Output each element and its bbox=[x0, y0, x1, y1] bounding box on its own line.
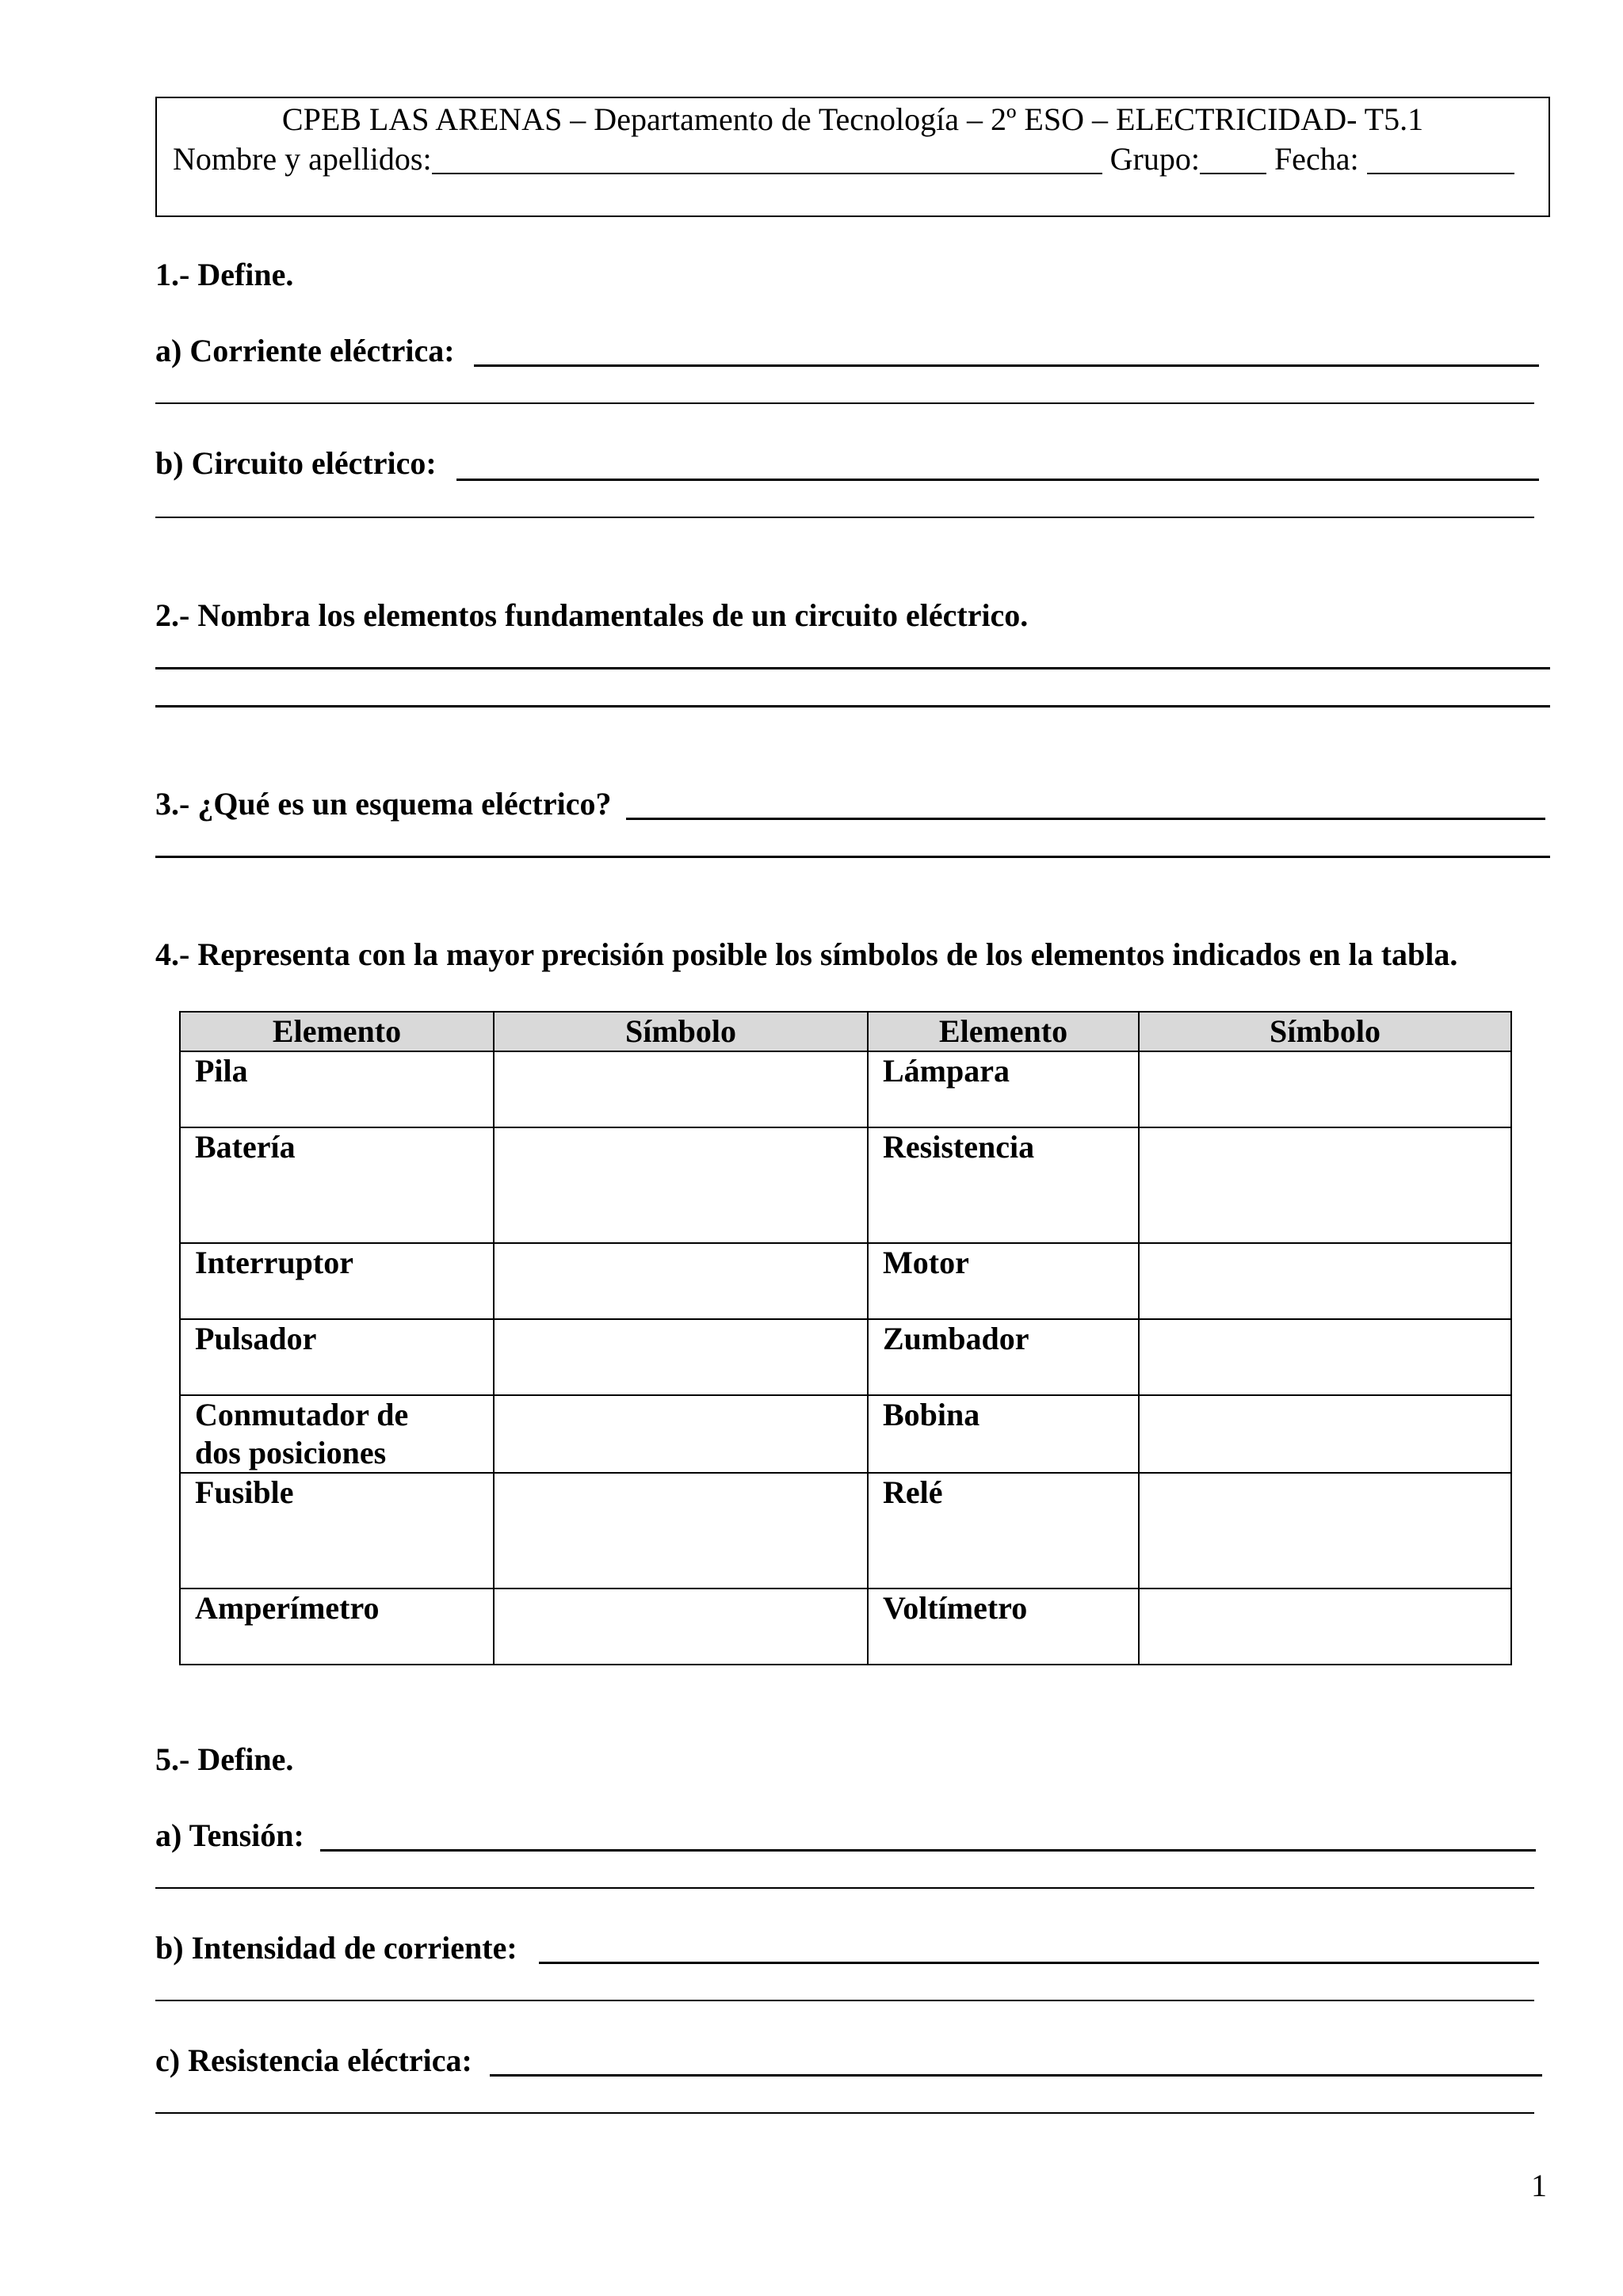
q5-b-answer-line-1[interactable] bbox=[539, 1962, 1539, 1964]
q5-c-answer-line-1[interactable] bbox=[490, 2074, 1542, 2077]
element-cell-line-2: dos posiciones bbox=[195, 1435, 387, 1470]
column-header: Símbolo bbox=[1139, 1012, 1511, 1051]
table-row bbox=[180, 1319, 1511, 1395]
q1-b-answer-line-1[interactable] bbox=[456, 479, 1539, 481]
symbols-table bbox=[179, 1011, 1512, 1665]
column-header: Elemento bbox=[868, 1012, 1139, 1051]
symbol-cell[interactable] bbox=[494, 1395, 868, 1473]
symbol-cell[interactable] bbox=[1139, 1127, 1511, 1243]
q1-b-label: b) Circuito eléctrico: bbox=[155, 445, 437, 481]
element-cell: Batería bbox=[180, 1127, 494, 1243]
symbol-cell[interactable] bbox=[494, 1243, 868, 1319]
q3-heading: 3.- ¿Qué es un esquema eléctrico? bbox=[155, 786, 612, 822]
element-cell: Zumbador bbox=[868, 1319, 1139, 1395]
q5-a-answer-line-2[interactable] bbox=[155, 1887, 1534, 1889]
date-field[interactable] bbox=[1367, 144, 1514, 174]
symbol-cell[interactable] bbox=[1139, 1395, 1511, 1473]
symbol-cell[interactable] bbox=[1139, 1473, 1511, 1589]
table-row bbox=[180, 1127, 1511, 1243]
column-header: Elemento bbox=[180, 1012, 494, 1051]
q1-a-label: a) Corriente eléctrica: bbox=[155, 333, 455, 368]
q1-heading: 1.- Define. bbox=[155, 257, 294, 292]
q5-a-answer-line-1[interactable] bbox=[320, 1849, 1536, 1852]
symbol-cell[interactable] bbox=[494, 1051, 868, 1127]
symbol-cell[interactable] bbox=[494, 1589, 868, 1665]
group-label: Grupo: bbox=[1109, 141, 1200, 177]
table-row bbox=[180, 1589, 1511, 1665]
q4-heading: 4.- Representa con la mayor precisión posible los símbolos de los elementos indicados en la tabla. bbox=[155, 936, 1458, 972]
symbol-cell[interactable] bbox=[494, 1319, 868, 1395]
header-fields-row bbox=[173, 139, 1514, 179]
element-cell: Pulsador bbox=[180, 1319, 494, 1395]
element-cell-line-1: Conmutador de bbox=[195, 1397, 409, 1432]
name-label: Nombre y apellidos: bbox=[173, 141, 432, 177]
q2-answer-line-2[interactable] bbox=[155, 705, 1550, 707]
symbol-cell[interactable] bbox=[1139, 1243, 1511, 1319]
element-cell: Relé bbox=[868, 1473, 1139, 1589]
symbol-cell[interactable] bbox=[494, 1473, 868, 1589]
symbol-cell[interactable] bbox=[1139, 1319, 1511, 1395]
q5-b-answer-line-2[interactable] bbox=[155, 2000, 1534, 2001]
symbol-cell[interactable] bbox=[1139, 1589, 1511, 1665]
table-row bbox=[180, 1243, 1511, 1319]
q5-b-label: b) Intensidad de corriente: bbox=[155, 1930, 517, 1966]
q5-c-label: c) Resistencia eléctrica: bbox=[155, 2042, 472, 2078]
q1-a-answer-line-1[interactable] bbox=[474, 364, 1539, 367]
symbol-cell[interactable] bbox=[1139, 1051, 1511, 1127]
q2-heading: 2.- Nombra los elementos fundamentales de un circuito eléctrico. bbox=[155, 597, 1029, 633]
element-cell: Motor bbox=[868, 1243, 1139, 1319]
q1-a-answer-line-2[interactable] bbox=[155, 402, 1534, 404]
element-cell: Resistencia bbox=[868, 1127, 1139, 1243]
element-cell bbox=[180, 1395, 494, 1473]
element-cell: Bobina bbox=[868, 1395, 1139, 1473]
date-label: Fecha: bbox=[1274, 141, 1359, 177]
column-header: Símbolo bbox=[494, 1012, 868, 1051]
header-title: CPEB LAS ARENAS – Departamento de Tecnología – 2º ESO – ELECTRICIDAD- T5.1 bbox=[281, 101, 1424, 137]
name-field[interactable] bbox=[432, 144, 1102, 174]
page-number: 1 bbox=[1531, 2168, 1547, 2203]
q5-heading: 5.- Define. bbox=[155, 1741, 294, 1777]
q1-b-answer-line-2[interactable] bbox=[155, 517, 1534, 518]
table-header-row bbox=[180, 1012, 1511, 1051]
q5-a-label: a) Tensión: bbox=[155, 1817, 304, 1853]
table-row bbox=[180, 1473, 1511, 1589]
element-cell: Lámpara bbox=[868, 1051, 1139, 1127]
table-row bbox=[180, 1051, 1511, 1127]
q2-answer-line-1[interactable] bbox=[155, 667, 1550, 669]
element-cell: Fusible bbox=[180, 1473, 494, 1589]
element-cell: Amperímetro bbox=[180, 1589, 494, 1665]
element-cell: Voltímetro bbox=[868, 1589, 1139, 1665]
table-row bbox=[180, 1395, 1511, 1473]
q5-c-answer-line-2[interactable] bbox=[155, 2112, 1534, 2114]
element-cell: Pila bbox=[180, 1051, 494, 1127]
element-cell: Interruptor bbox=[180, 1243, 494, 1319]
group-field[interactable] bbox=[1200, 144, 1266, 174]
q3-answer-line-2[interactable] bbox=[155, 856, 1550, 858]
symbol-cell[interactable] bbox=[494, 1127, 868, 1243]
q3-answer-line-1[interactable] bbox=[626, 818, 1545, 820]
